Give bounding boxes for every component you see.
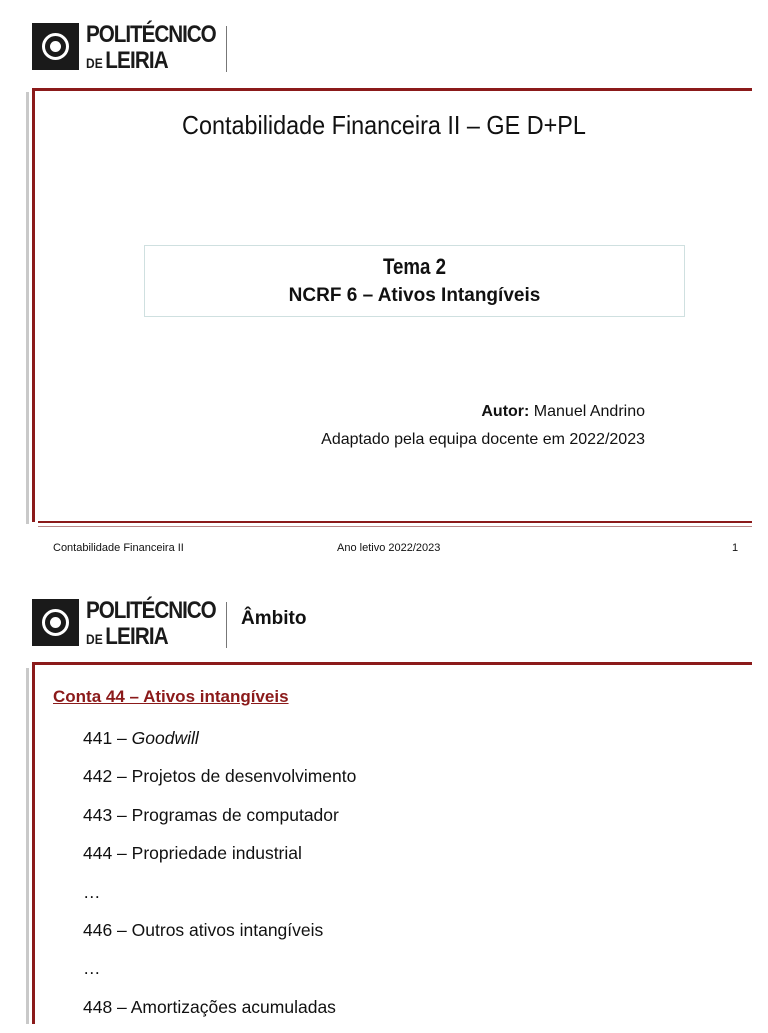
author-name: Manuel Andrino (529, 403, 645, 420)
logo-eye-icon (32, 599, 79, 646)
section-heading: Conta 44 – Ativos intangíveis (53, 687, 289, 706)
logo-separator (226, 602, 227, 648)
list-item (83, 841, 356, 879)
account-code: … (83, 958, 101, 979)
politecnico-leiria-logo (32, 599, 242, 649)
frame-bottom-border (38, 521, 752, 523)
frame-bottom-line (38, 526, 752, 527)
logo-text-de: DE (86, 55, 103, 71)
topic-number: Tema 2 (382, 254, 447, 279)
footer-year: Ano letivo 2022/2023 (337, 542, 441, 554)
frame-top-border (32, 662, 752, 665)
account-list (83, 726, 356, 1033)
account-label: Goodwill (131, 728, 199, 748)
footer-course: Contabilidade Financeira II (53, 542, 184, 554)
account-label: Programas de computador (131, 804, 339, 825)
list-item (83, 918, 356, 956)
logo-text-politecnico: POLITÉCNICO (86, 21, 216, 48)
frame-left-border (32, 662, 35, 1024)
logo-text-leiria (86, 623, 168, 651)
frame-top-border (32, 88, 752, 91)
logo-eye-icon (32, 23, 79, 70)
account-code: 441 – (83, 728, 132, 748)
account-label: Projetos de desenvolvimento (131, 766, 357, 787)
account-label: Amortizações acumuladas (130, 996, 336, 1017)
topic-subject: NCRF 6 – Ativos Intangíveis (288, 285, 541, 306)
slide-title: Contabilidade Financeira II – GE D+PL (182, 110, 586, 140)
logo-text-politecnico: POLITÉCNICO (86, 597, 216, 624)
list-item (83, 803, 356, 841)
list-item (83, 880, 356, 918)
slide-title: Âmbito (241, 608, 307, 629)
list-item (83, 764, 356, 802)
adapted-note: Adaptado pela equipa docente em 2022/2023 (321, 431, 645, 448)
author-label: Autor: (481, 403, 530, 420)
slide-2 (0, 576, 768, 1024)
account-label: Propriedade industrial (131, 843, 302, 864)
list-item (83, 956, 356, 994)
list-item (83, 726, 356, 764)
logo-text-de: DE (86, 631, 103, 647)
politecnico-leiria-logo (32, 23, 242, 73)
list-item (83, 995, 356, 1033)
footer-page-number: 1 (732, 542, 739, 554)
frame-shadow (26, 668, 29, 1024)
frame-left-border (32, 88, 35, 522)
logo-separator (226, 26, 227, 72)
topic-box (144, 245, 685, 317)
logo-text-leiria-word: LEIRIA (105, 623, 168, 650)
account-code: 444 – (83, 843, 132, 864)
account-code: … (83, 881, 101, 902)
account-code: 442 – (83, 766, 132, 787)
account-code: 446 – (83, 919, 132, 940)
logo-text-leiria-word: LEIRIA (105, 47, 168, 74)
author-line (481, 403, 645, 421)
account-code: 448 – (83, 996, 131, 1017)
logo-text-leiria (86, 47, 168, 75)
account-code: 443 – (83, 804, 132, 825)
frame-shadow (26, 92, 29, 524)
account-label: Outros ativos intangíveis (131, 919, 324, 940)
